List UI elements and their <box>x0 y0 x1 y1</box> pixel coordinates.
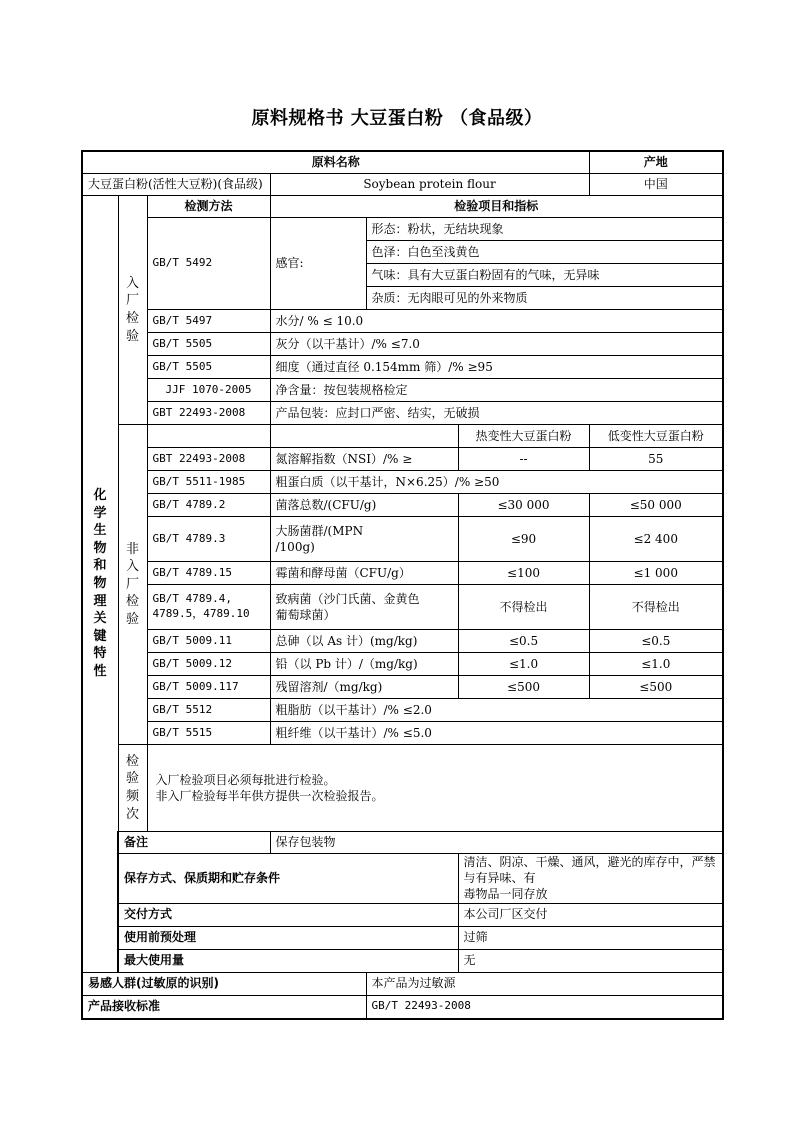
item-cell: 总砷（以 As 计）(mg/kg) <box>270 630 458 653</box>
item-line: 葡萄球菌） <box>275 608 336 622</box>
item-cell: 灰分（以干基计）/% ≤7.0 <box>270 333 723 356</box>
method-cell: JJF 1070-2005 <box>147 379 270 402</box>
footer-label: 使用前预处理 <box>118 926 458 949</box>
method-cell: GBT 22493-2008 <box>147 402 270 425</box>
footer-label: 最大使用量 <box>118 949 458 972</box>
footer-label: 交付方式 <box>118 903 458 926</box>
vertical-char: 次 <box>125 806 139 822</box>
footer-value: GB/T 22493-2008 <box>366 995 723 1019</box>
vertical-char: 理 <box>93 593 107 609</box>
method-cell: GB/T 5515 <box>147 722 270 745</box>
vertical-char: 物 <box>93 576 107 591</box>
item-line: 大肠菌群/(MPN <box>275 523 364 538</box>
method-cell: GB/T 4789.2 <box>147 494 270 517</box>
table-row <box>82 676 723 699</box>
table-row <box>82 333 723 356</box>
table-row <box>82 402 723 425</box>
item-cell: 氮溶解指数（NSI）/% ≥ <box>270 448 458 471</box>
vertical-char: 和 <box>93 558 107 574</box>
method-cell: GB/T 5009.11 <box>147 630 270 653</box>
page-title: 原料规格书 大豆蛋白粉 （食品级） <box>251 108 543 129</box>
table-row <box>82 517 723 562</box>
storage-line: 毒物品一同存放 <box>463 887 548 902</box>
remark-label: 备注 <box>118 832 270 854</box>
header-row <box>82 151 723 174</box>
vertical-char: 性 <box>93 663 107 679</box>
vertical-char: 物 <box>93 540 107 556</box>
origin-label: 产地 <box>589 151 723 174</box>
item-line: /100g) <box>275 540 315 554</box>
section-main-label <box>82 196 118 973</box>
sensory-item: 色泽：白色至浅黄色 <box>366 241 723 264</box>
item-cell: 粗蛋白质（以干基计，N×6.25）/% ≥50 <box>270 471 723 494</box>
sensory-label: 感官: <box>270 218 366 310</box>
col-low-header: 低变性大豆蛋白粉 <box>589 425 723 448</box>
col-heat-header: 热变性大豆蛋白粉 <box>458 425 589 448</box>
table-row <box>82 630 723 653</box>
material-row <box>82 174 723 196</box>
footer-row <box>82 995 723 1019</box>
method-cell <box>147 585 270 630</box>
section-non-incoming-label <box>118 425 147 745</box>
table-row <box>82 356 723 379</box>
sensory-method: GB/T 5492 <box>147 218 270 310</box>
vertical-char: 厂 <box>125 293 139 309</box>
item-cell: 粗纤维（以干基计）/% ≤5.0 <box>270 722 723 745</box>
heat-value: ≤30 000 <box>458 494 589 517</box>
empty-cell <box>147 425 270 448</box>
footer-label: 产品接收标准 <box>82 995 366 1019</box>
vertical-char: 检 <box>125 594 139 610</box>
item-cell <box>270 517 458 562</box>
heat-value: ≤90 <box>458 517 589 562</box>
vertical-char: 厂 <box>125 576 139 592</box>
table-row <box>82 585 723 630</box>
table-row <box>82 471 723 494</box>
vertical-char: 验 <box>125 771 139 787</box>
method-cell: GBT 22493-2008 <box>147 448 270 471</box>
non-incoming-header-row <box>82 425 723 448</box>
item-cell: 粗脂肪（以干基计）/% ≤2.0 <box>270 699 723 722</box>
vertical-char: 关 <box>93 611 107 627</box>
low-value: 55 <box>589 448 723 471</box>
column-header-row <box>82 196 723 218</box>
material-name-label: 原料名称 <box>82 151 589 174</box>
table-row <box>82 653 723 676</box>
frequency-line: 入厂检验项目必须每批进行检验。 <box>155 772 336 787</box>
heat-value: 不得检出 <box>458 585 589 630</box>
material-cn: 大豆蛋白粉(活性大豆粉)(食品级) <box>82 174 270 196</box>
item-cell: 产品包装：应封口严密、结实，无破损 <box>270 402 723 425</box>
item-cell: 细度（通过直径 0.154mm 筛）/% ≥95 <box>270 356 723 379</box>
origin-value: 中国 <box>589 174 723 196</box>
frequency-text <box>147 745 723 832</box>
method-cell: GB/T 4789.15 <box>147 562 270 585</box>
footer-value: 本公司厂区交付 <box>458 903 723 926</box>
item-cell: 铅（以 Pb 计）/（mg/kg) <box>270 653 458 676</box>
method-cell: GB/T 5009.12 <box>147 653 270 676</box>
item-cell: 霉菌和酵母菌（CFU/g） <box>270 562 458 585</box>
table-row <box>82 448 723 471</box>
heat-value: -- <box>458 448 589 471</box>
spec-table <box>81 150 724 1020</box>
heat-value: ≤1.0 <box>458 653 589 676</box>
col-items-header: 检验项目和指标 <box>270 196 723 218</box>
footer-row <box>82 926 723 949</box>
storage-row <box>82 854 723 904</box>
low-value: ≤1 000 <box>589 562 723 585</box>
method-cell: GB/T 5505 <box>147 333 270 356</box>
footer-value: 过筛 <box>458 926 723 949</box>
method-cell: GB/T 5497 <box>147 310 270 333</box>
vertical-char: 学 <box>93 505 107 521</box>
item-cell: 残留溶剂/（mg/kg) <box>270 676 458 699</box>
sensory-item: 杂质：无肉眼可见的外来物质 <box>366 287 723 310</box>
footer-row <box>82 949 723 972</box>
vertical-char: 化 <box>93 488 107 504</box>
heat-value: ≤500 <box>458 676 589 699</box>
remark-value: 保存包装物 <box>270 832 723 854</box>
frequency-line: 非入厂检验每半年供方提供一次检验报告。 <box>155 789 384 803</box>
low-value: ≤0.5 <box>589 630 723 653</box>
vertical-char: 验 <box>125 328 139 344</box>
footer-row <box>82 972 723 995</box>
storage-value <box>458 854 723 904</box>
method-line: 4789.5，4789.10 <box>152 607 250 620</box>
table-row <box>82 379 723 402</box>
item-line: 致病菌（沙门氏菌、金黄色 <box>275 591 420 606</box>
vertical-char: 检 <box>125 311 139 326</box>
empty-cell <box>270 425 458 448</box>
table-row <box>82 722 723 745</box>
vertical-char: 频 <box>125 789 139 804</box>
table-row <box>82 310 723 333</box>
item-cell <box>270 585 458 630</box>
table-row <box>82 494 723 517</box>
col-method-header: 检测方法 <box>147 196 270 218</box>
vertical-char: 入 <box>125 559 139 575</box>
footer-value: 本产品为过敏源 <box>366 972 723 995</box>
low-value: ≤1.0 <box>589 653 723 676</box>
storage-line: 清洁、阴凉、干燥、通风，避光的库存中，严禁与有异味、有 <box>463 855 716 886</box>
footer-label: 易感人群(过敏原的识别) <box>82 972 366 995</box>
method-cell: GB/T 5512 <box>147 699 270 722</box>
sensory-item: 形态：粉状，无结块现象 <box>366 218 723 241</box>
low-value: 不得检出 <box>589 585 723 630</box>
storage-label: 保存方式、保质期和贮存条件 <box>118 854 458 904</box>
vertical-char: 验 <box>125 611 139 627</box>
vertical-char: 键 <box>93 628 107 644</box>
vertical-char: 生 <box>93 523 107 539</box>
material-en: Soybean protein flour <box>270 174 589 196</box>
footer-value: 无 <box>458 949 723 972</box>
frequency-row <box>82 745 723 832</box>
table-row <box>82 699 723 722</box>
method-cell: GB/T 4789.3 <box>147 517 270 562</box>
section-frequency-label <box>118 745 147 832</box>
method-cell: GB/T 5009.117 <box>147 676 270 699</box>
table-row <box>82 562 723 585</box>
low-value: ≤50 000 <box>589 494 723 517</box>
vertical-char: 检 <box>125 753 139 769</box>
sensory-item: 气味：具有大豆蛋白粉固有的气味，无异味 <box>366 264 723 287</box>
method-cell: GB/T 5511-1985 <box>147 471 270 494</box>
vertical-char: 特 <box>93 646 107 662</box>
heat-value: ≤100 <box>458 562 589 585</box>
item-cell: 水分/ % ≤ 10.0 <box>270 310 723 333</box>
low-value: ≤500 <box>589 676 723 699</box>
section-incoming-label <box>118 196 147 425</box>
vertical-char: 非 <box>125 541 139 557</box>
sensory-row <box>82 218 723 241</box>
footer-row <box>82 903 723 926</box>
method-line: GB/T 4789.4, <box>152 592 232 606</box>
item-cell: 菌落总数/(CFU/g) <box>270 494 458 517</box>
vertical-char: 入 <box>125 275 139 291</box>
heat-value: ≤0.5 <box>458 630 589 653</box>
low-value: ≤2 400 <box>589 517 723 562</box>
item-cell: 净含量：按包装规格检定 <box>270 379 723 402</box>
remark-row <box>82 832 723 854</box>
method-cell: GB/T 5505 <box>147 356 270 379</box>
